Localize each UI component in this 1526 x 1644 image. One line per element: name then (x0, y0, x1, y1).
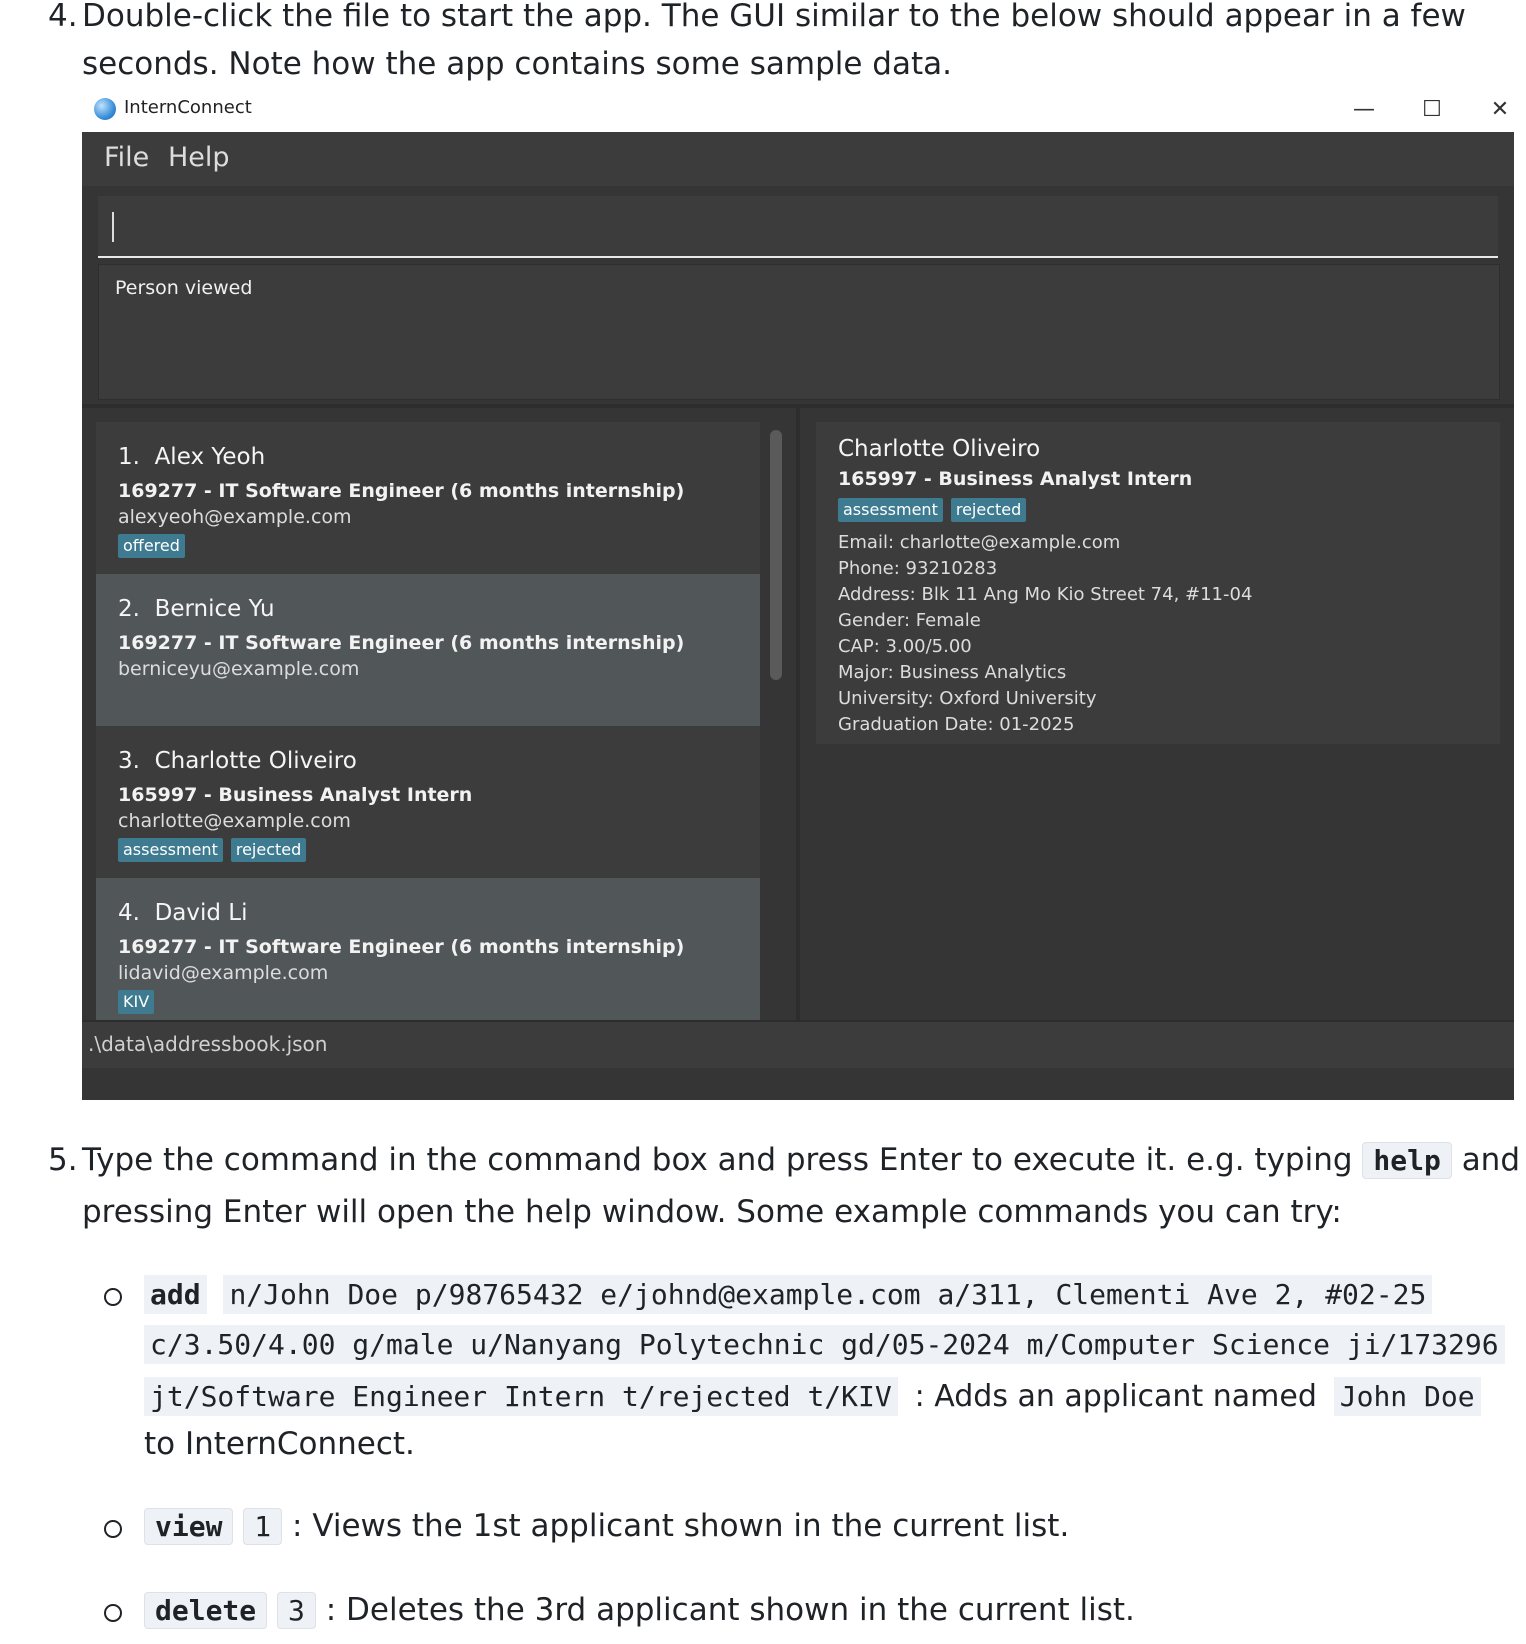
bullet-icon (104, 1604, 122, 1622)
menu-help[interactable]: Help (168, 142, 230, 173)
step4-number: 4. (48, 0, 78, 34)
text-caret (112, 212, 114, 242)
applicant-index: 4. (118, 900, 140, 926)
menu-file[interactable]: File (104, 142, 150, 173)
title-bar[interactable] (82, 88, 1514, 132)
close-icon[interactable]: ✕ (1490, 96, 1510, 122)
list-item[interactable] (96, 726, 760, 886)
step4-line2: seconds. Note how the app contains some sample data. (82, 46, 952, 82)
detail-fields (838, 530, 1252, 738)
detail-major: Major: Business Analytics (838, 662, 1067, 683)
applicant-name-text: David Li (154, 900, 248, 926)
add-args-2: c/3.50/4.00 g/male u/Nanyang Polytechnic gd/05-2024 m/Computer Science ji/173296 (144, 1325, 1505, 1364)
step5-line1-text: Type the command in the command box and press Enter to execute it. e.g. typing (82, 1142, 1353, 1178)
tag: rejected (231, 838, 306, 862)
add-args-1: n/John Doe p/98765432 e/johnd@example.com a/311, Clementi Ave 2, #02-25 (223, 1275, 1432, 1314)
detail-phone: Phone: 93210283 (838, 558, 998, 579)
result-display (98, 264, 1500, 400)
detail-university: University: Oxford University (838, 688, 1097, 709)
status-bar (82, 1020, 1514, 1070)
result-text: Person viewed (115, 277, 253, 299)
delete-command: delete (144, 1592, 267, 1629)
window-title: InternConnect (124, 97, 252, 118)
detail-email: Email: charlotte@example.com (838, 532, 1121, 553)
applicant-email: lidavid@example.com (118, 962, 329, 984)
add-desc: : Adds an applicant named (914, 1379, 1317, 1414)
step5-line2: pressing Enter will open the help window. Some example commands you can try: (82, 1194, 1342, 1230)
applicant-name (118, 444, 265, 470)
view-command: view (144, 1508, 233, 1545)
applicant-email: alexyeoh@example.com (118, 506, 352, 528)
view-example (144, 1506, 1069, 1547)
applicant-job: 169277 - IT Software Engineer (6 months internship) (118, 632, 685, 654)
applicant-name-text: Charlotte Oliveiro (154, 748, 357, 774)
applicant-job: 165997 - Business Analyst Intern (118, 784, 473, 806)
delete-example (144, 1590, 1135, 1631)
applicant-name-text: Alex Yeoh (154, 444, 266, 470)
add-command: add (144, 1275, 207, 1314)
add-example-line1 (144, 1272, 1432, 1318)
list-item[interactable] (96, 574, 760, 734)
detail-tag-list (838, 498, 1026, 522)
applicant-index: 3. (118, 748, 140, 774)
tag-list (118, 838, 306, 862)
maximize-icon[interactable]: ☐ (1422, 96, 1442, 122)
applicant-name (118, 596, 275, 622)
john-doe-code: John Doe (1334, 1377, 1481, 1416)
app-logo-icon (94, 98, 116, 120)
tag: assessment (838, 498, 943, 522)
applicant-index: 1. (118, 444, 140, 470)
command-input[interactable] (98, 196, 1498, 258)
applicant-email: charlotte@example.com (118, 810, 351, 832)
applicant-list (96, 422, 760, 1020)
add-example-line2 (144, 1322, 1505, 1368)
add-desc-tail: to InternConnect. (144, 1426, 415, 1462)
view-arg: 1 (243, 1508, 282, 1545)
tag-list (118, 990, 154, 1014)
tag: KIV (118, 990, 154, 1014)
vertical-divider[interactable] (796, 408, 800, 1020)
tag-list (118, 534, 185, 558)
app-body (82, 132, 1514, 1100)
view-desc: : Views the 1st applicant shown in the current list. (292, 1508, 1070, 1544)
detail-job: 165997 - Business Analyst Intern (838, 468, 1193, 490)
applicant-name (118, 748, 357, 774)
app-window (82, 88, 1514, 1100)
tag: offered (118, 534, 185, 558)
delete-arg: 3 (277, 1592, 316, 1629)
minimize-icon[interactable]: — (1353, 96, 1375, 122)
detail-address: Address: Blk 11 Ang Mo Kio Street 74, #11-04 (838, 584, 1253, 605)
add-args-3: jt/Software Engineer Intern t/rejected t/KIV (144, 1377, 898, 1416)
list-scrollbar[interactable] (770, 430, 782, 680)
applicant-job: 169277 - IT Software Engineer (6 months internship) (118, 480, 685, 502)
list-item[interactable] (96, 878, 760, 1020)
bullet-icon (104, 1520, 122, 1538)
applicant-name-text: Bernice Yu (154, 596, 275, 622)
app-footer (82, 1068, 1514, 1100)
bullet-icon (104, 1288, 122, 1306)
menu-bar (82, 132, 1514, 186)
detail-gender: Gender: Female (838, 610, 981, 631)
applicant-name (118, 900, 248, 926)
applicant-index: 2. (118, 596, 140, 622)
step4-line1: Double-click the file to start the app. The GUI similar to the below should appear in a few (82, 0, 1466, 34)
add-example-line3 (144, 1374, 1481, 1420)
detail-name: Charlotte Oliveiro (838, 436, 1041, 462)
list-item[interactable] (96, 422, 760, 582)
step5-line1 (82, 1140, 1520, 1181)
applicant-job: 169277 - IT Software Engineer (6 months internship) (118, 936, 685, 958)
applicant-email: berniceyu@example.com (118, 658, 360, 680)
save-location: .\data\addressbook.json (88, 1032, 328, 1056)
detail-graduation: Graduation Date: 01-2025 (838, 714, 1075, 735)
tag: assessment (118, 838, 223, 862)
step5-line1-tail: and (1461, 1142, 1521, 1178)
detail-cap: CAP: 3.00/5.00 (838, 636, 972, 657)
tag: rejected (951, 498, 1026, 522)
help-code: help (1362, 1142, 1451, 1179)
delete-desc: : Deletes the 3rd applicant shown in the current list. (325, 1592, 1135, 1628)
step5-number: 5. (48, 1142, 78, 1178)
applicant-detail-panel (816, 422, 1500, 744)
